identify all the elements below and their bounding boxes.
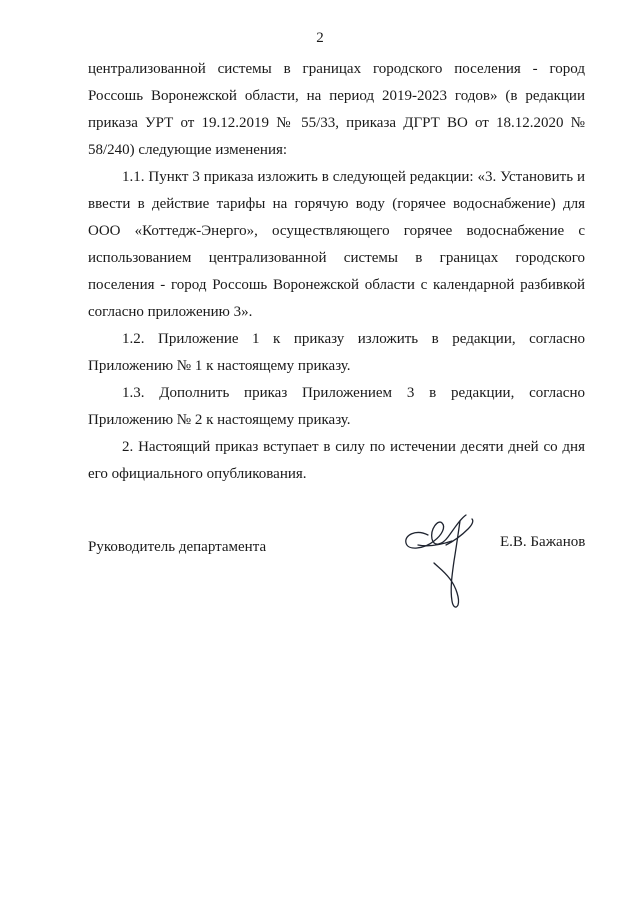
page-number: 2 — [316, 30, 324, 46]
document-body — [88, 56, 585, 488]
signatory-role: Руководитель департамента — [88, 539, 267, 555]
paragraph-1-2: 1.2. Приложение 1 к приказу изложить в редакции, согласно Приложению № 1 к настоящему приказу. — [88, 331, 585, 374]
paragraph-1-3: 1.3. Дополнить приказ Приложением 3 в редакции, согласно Приложению № 2 к настоящему приказу. — [88, 385, 585, 428]
paragraph-1-1: 1.1. Пункт 3 приказа изложить в следующей редакции: «3. Установить и ввести в действие тарифы на горячую воду (горячее водоснабжение) для ООО «Коттедж-Энерго», осуществляющего горячее водоснабжение с использованием централизованной системы в границах городского поселения - город Россошь Воронежской области с календарной разбивкой согласно приложению 3». — [88, 169, 585, 320]
signatory-name: Е.В. Бажанов — [500, 534, 586, 550]
paragraph-2: 2. Настоящий приказ вступает в силу по истечении десяти дней со дня его официального опубликования. — [88, 439, 585, 482]
handwritten-signature — [398, 505, 498, 617]
paragraph-intro-continuation: централизованной системы в границах городского поселения - город Россошь Воронежской области, на период 2019-2023 годов» (в редакции приказа УРТ от 19.12.2019 № 55/33, приказа ДГРТ ВО от 18.12.2020 № 58/240) следующие изменения: — [88, 61, 585, 158]
